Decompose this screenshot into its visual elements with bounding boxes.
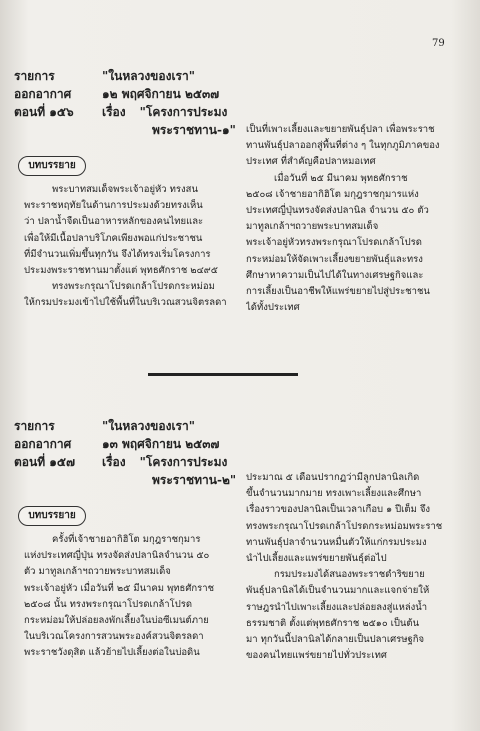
- text-line: ๒๕๐๘ นั้น ทรงพระกรุณาโปรดเกล้าโปรด: [24, 598, 193, 610]
- text-line: มา ทุกวันนี้ปลานิลได้กลายเป็นปลาเศรษฐกิจ: [246, 634, 425, 646]
- text-line: ในบริเวณโครงการสวนพระองค์สวนจิตรลดา: [24, 631, 204, 643]
- text-line: ธรรมชาติ ตั้งแต่พุทธศักราช ๒๕๑๐ เป็นต้น: [246, 617, 420, 629]
- airdate-line: [14, 436, 219, 453]
- text-line: เมื่อวันที่ ๒๕ มีนาคม พุทธศักราช: [274, 172, 408, 184]
- airdate-label: ออกอากาศ: [14, 87, 72, 101]
- text-line: พระเจ้าอยู่หัวทรงพระกรุณาโปรดเกล้าโปรด: [246, 237, 422, 249]
- text-line: พระราชวังดุสิต แล้วย้ายไปเลี้ยงต่อในบ่อดิน: [24, 647, 200, 659]
- airdate-value: ๑๓ พฤศจิกายน ๒๕๓๗: [102, 437, 220, 451]
- episode-line: [14, 104, 227, 121]
- text-line: กรมประมงได้สนองพระราชดำริขยาย: [274, 569, 425, 581]
- text-line: ประเทศญี่ปุ่นทรงจัดส่งปลานิล จำนวน ๕๐ ตัว: [246, 205, 429, 217]
- airdate-label: ออกอากาศ: [14, 437, 72, 451]
- section2-right-column: [246, 470, 460, 664]
- text-line: ประมาณ ๕ เดือนปรากฏว่ามีลูกปลานิลเกิด: [246, 472, 420, 483]
- text-line: พระเจ้าอยู่หัว เมื่อวันที่ ๒๕ มีนาคม พุทธศักราช: [24, 582, 215, 594]
- subject-value: "โครงการประมง: [139, 105, 228, 119]
- program-line: [14, 68, 195, 85]
- subject-label: เรื่อง: [102, 455, 126, 469]
- episode-label: ตอนที่ ๑๕๖: [14, 105, 74, 119]
- program-value: "ในหลวงของเรา": [102, 69, 195, 83]
- text-line: แห่งประเทศญี่ปุ่น ทรงจัดส่งปลานิลจำนวน ๕๐: [24, 550, 210, 562]
- text-line: เพื่อให้มีเนื้อปลาบริโภคเพียงพอแก่ประชาชน: [24, 232, 203, 244]
- text-line: ให้กรมประมงเข้าไปใช้พื้นที่ในบริเวณสวนจิตรลดา: [24, 297, 227, 309]
- text-line: มาทูลเกล้าฯถวายพระบาทสมเด็จ: [246, 221, 379, 233]
- subject-value-continued: พระราชทาน-๑": [152, 123, 236, 137]
- text-line: ทานพันธุ์ปลาจำนวนหมื่นตัวให้แก่กรมประมง: [246, 536, 427, 548]
- narration-badge: บทบรรยาย: [18, 506, 86, 526]
- section1-left-column: [24, 182, 230, 312]
- text-line: นำไปเลี้ยงและแพร่ขยายพันธุ์ต่อไป: [246, 553, 387, 565]
- section1-right-column: [246, 122, 460, 316]
- text-line: ครั้งที่เจ้าชายอากิฮิโต มกุฎราชกุมาร: [52, 534, 201, 545]
- text-line: ทรงพระกรุณาโปรดเกล้าโปรดกระหม่อมพระราช: [246, 520, 443, 532]
- airdate-line: [14, 86, 219, 103]
- program-label: รายการ: [14, 419, 55, 433]
- text-line: ของคนไทยแพร่ขยายไปทั่วประเทศ: [246, 650, 387, 662]
- airdate-value: ๑๒ พฤศจิกายน ๒๕๓๗: [102, 87, 220, 101]
- episode-line: [14, 454, 227, 471]
- text-line: ขึ้นจำนวนมากมาย ทรงเพาะเลี้ยงและศึกษา: [246, 488, 422, 500]
- text-line: ทานพันธุ์ปลาออกสู่พื้นที่ต่าง ๆ ในทุกภูมิภาคของ: [246, 140, 440, 152]
- text-line: พระราชหฤทัยในด้านการประมงด้วยทรงเห็น: [24, 200, 203, 212]
- text-line: ที่มีจำนวนเพิ่มขึ้นทุกวัน จึงได้ทรงเริ่มโครงการ: [24, 248, 211, 260]
- text-line: พระบาทสมเด็จพระเจ้าอยู่หัว ทรงสน: [52, 184, 198, 195]
- section2-left-column: [24, 532, 230, 662]
- program-label: รายการ: [14, 69, 55, 83]
- section-divider: [148, 373, 298, 376]
- text-line: ได้ทั้งประเทศ: [246, 302, 300, 314]
- text-line: กระหม่อมให้จัดเพาะเลี้ยงขยายพันธุ์และทรง: [246, 253, 423, 265]
- text-line: กระหม่อมให้ปล่อยลงพักเลี้ยงในบ่อซีเมนต์ภาย: [24, 615, 209, 627]
- text-line: ตัว มาทูลเกล้าฯถวายพระบาทสมเด็จ: [24, 566, 171, 578]
- subject-value: "โครงการประมง: [139, 455, 228, 469]
- text-line: เป็นที่เพาะเลี้ยงและขยายพันธุ์ปลา เพื่อพระราช: [246, 124, 435, 135]
- text-line: ศึกษาหาความเป็นไปได้ในทางเศรษฐกิจและ: [246, 269, 424, 281]
- text-line: การเลี้ยงเป็นอาชีพให้แพร่ขยายไปสู่ประชาชน: [246, 286, 430, 298]
- program-line: [14, 418, 195, 435]
- text-line: ทรงพระกรุณาโปรดเกล้าโปรดกระหม่อม: [52, 281, 215, 293]
- subject-label: เรื่อง: [102, 105, 126, 119]
- text-line: ราษฎรนำไปเพาะเลี้ยงและปล่อยลงสู่แหล่งน้ำ: [246, 601, 428, 613]
- text-line: ๒๕๐๘ เจ้าชายอากิฮิโต มกุฎราชกุมารแห่ง: [246, 188, 419, 200]
- text-line: ประเทศ ที่สำคัญคือปลาหมอเทศ: [246, 156, 376, 168]
- episode-label: ตอนที่ ๑๕๗: [14, 455, 76, 469]
- text-line: ว่า ปลาน้ำจืดเป็นอาหารหลักของคนไทยและ: [24, 216, 204, 228]
- text-line: ประมงพระราชทานมาตั้งแต่ พุทธศักราช ๒๔๙๕: [24, 265, 218, 277]
- program-value: "ในหลวงของเรา": [102, 419, 195, 433]
- text-line: พันธุ์ปลานิลได้เป็นจำนวนมากและแจกจ่ายให้: [246, 585, 430, 597]
- page-number: 79: [432, 38, 445, 49]
- text-line: เรื่องราวของปลานิลเป็นเวลาเกือบ ๑ ปีเต็ม จึง: [246, 504, 431, 516]
- narration-badge: บทบรรยาย: [18, 156, 86, 176]
- subject-value-continued: พระราชทาน-๒": [152, 473, 237, 487]
